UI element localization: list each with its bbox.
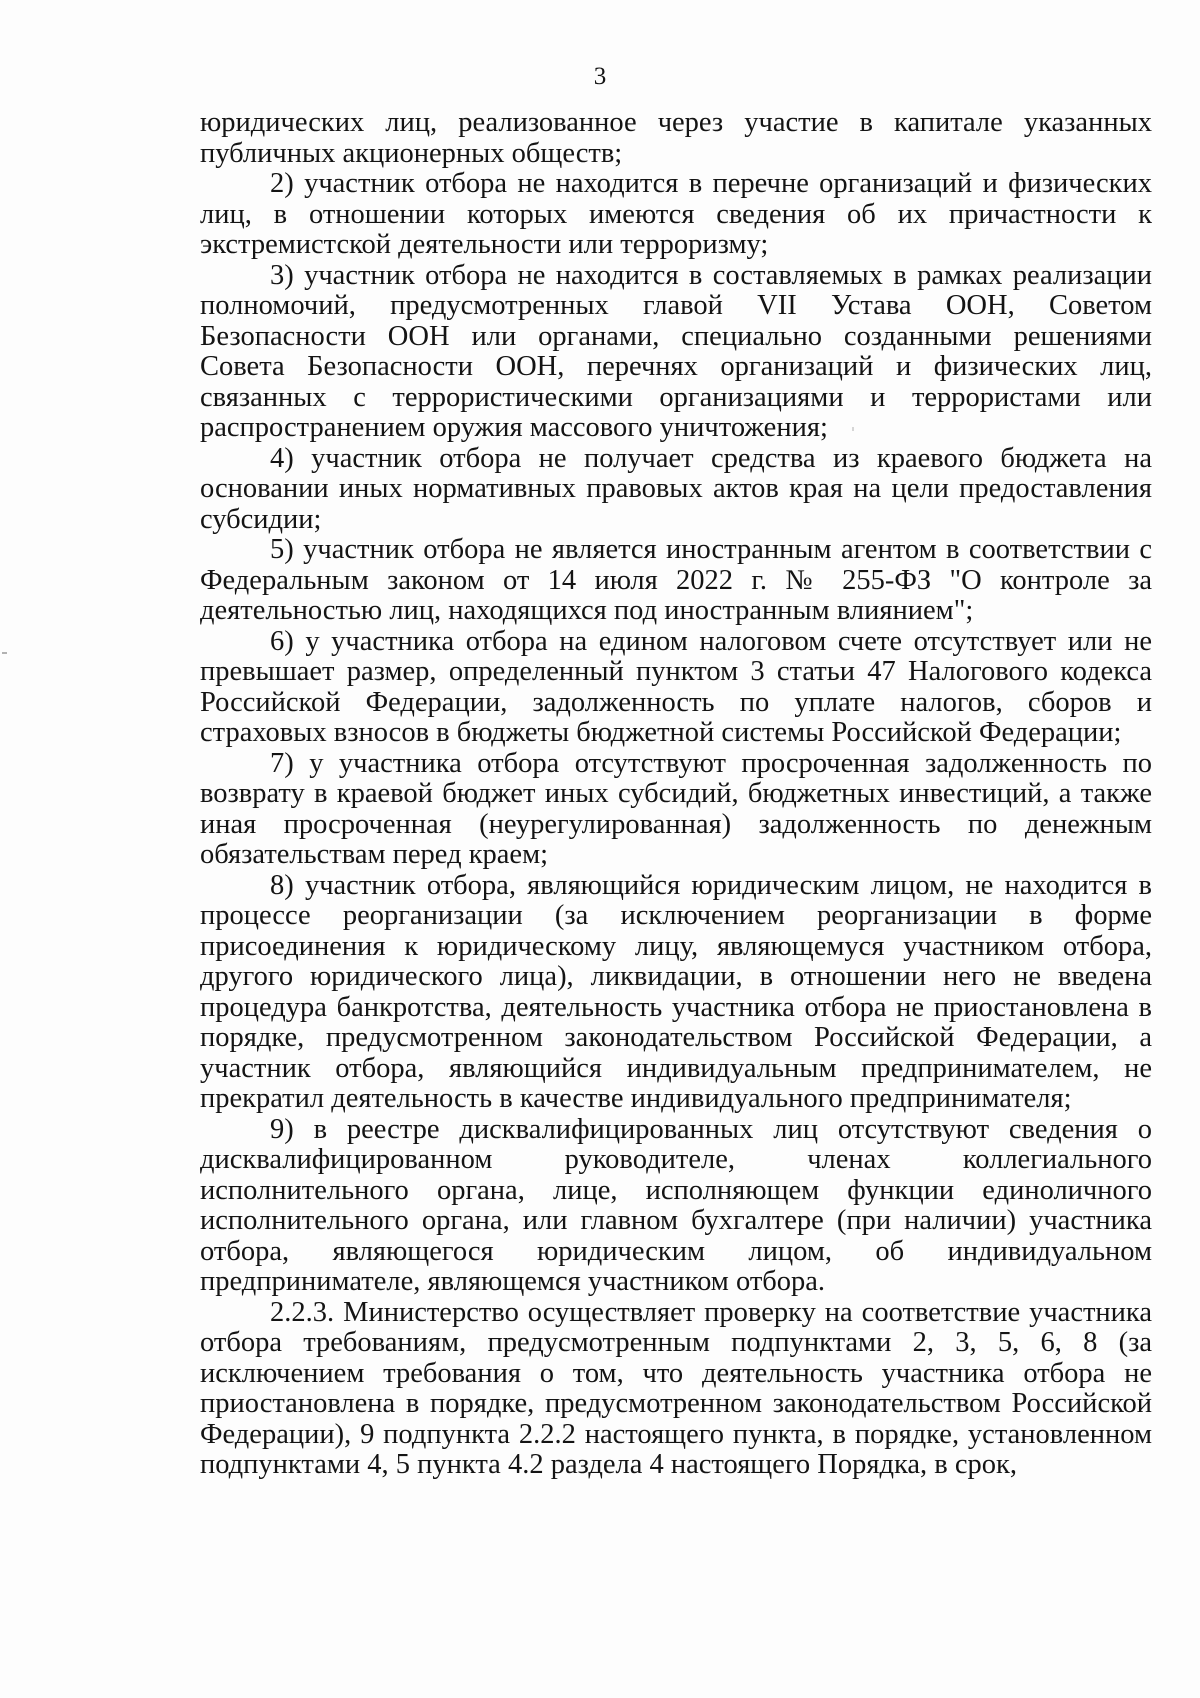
paragraph-item-3: 3) участник отбора не находится в составляемых в рамках реализации полномочий, предусмотренных главой VII Устава ООН, Советом Безопасности ООН или органами, специально созданными решениями Совета Безопасности ООН, перечнях организаций и физических лиц, связанных с террористическими организациями и террористами или распространением оружия массового уничтожения; bbox=[200, 259, 1152, 443]
paragraph-item-6: 6) у участника отбора на едином налоговом счете отсутствует или не превышает размер, определенный пунктом 3 статьи 47 Налогового кодекса Российской Федерации, задолженность по уплате налогов, сборов и страховых взносов в бюджеты бюджетной системы Российской Федерации; bbox=[200, 625, 1152, 748]
paragraph-item-7: 7) у участника отбора отсутствуют просроченная задолженность по возврату в краевой бюджет иных субсидий, бюджетных инвестиций, а также иная просроченная (неурегулированная) задолженность по денежным обязательствам перед краем; bbox=[200, 747, 1152, 870]
document-body bbox=[200, 108, 1152, 1481]
paragraph-item-8: 8) участник отбора, являющийся юридическим лицом, не находится в процессе реорганизации (за исключением реорганизации в форме присоединения к юридическому лицу, являющемуся участником отбора, другого юридического лица), ликвидации, в отношении него не введена процедура банкротства, деятельность участника отбора не приостановлена в порядке, предусмотренном законодательством Российской Федерации, а участник отбора, являющийся индивидуальным предпринимателем, не прекратил деятельность в качестве индивидуального предпринимателя; bbox=[200, 869, 1152, 1114]
paragraph-item-9: 9) в реестре дисквалифицированных лиц отсутствуют сведения о дисквалифицированном руководителе, членах коллегиального исполнительного органа, лице, исполняющем функции единоличного исполнительного органа, или главном бухгалтере (при наличии) участника отбора, являющегося юридическим лицом, об индивидуальном предпринимателе, являющемся участником отбора. bbox=[200, 1113, 1152, 1297]
paragraph-clause-2-2-3: 2.2.3. Министерство осуществляет проверку на соответствие участника отбора требованиям, предусмотренным подпунктами 2, 3, 5, 6, 8 (за исключением требования о том, что деятельность участника отбора не приостановлена в порядке, предусмотренном законодательством Российской Федерации), 9 подпункта 2.2.2 настоящего пункта, в порядке, установленном подпунктами 4, 5 пункта 4.2 раздела 4 настоящего Порядка, в срок, bbox=[200, 1296, 1152, 1480]
paragraph-continuation: юридических лиц, реализованное через участие в капитале указанных публичных акционерных обществ; bbox=[200, 107, 1152, 169]
paragraph-item-2: 2) участник отбора не находится в перечне организаций и физических лиц, в отношении которых имеются сведения об их причастности к экстремистской деятельности или терроризму; bbox=[200, 168, 1152, 260]
page-number: 3 bbox=[593, 63, 607, 90]
paragraph-item-4: 4) участник отбора не получает средства из краевого бюджета на основании иных нормативных правовых актов края на цели предоставления субсидии; bbox=[200, 442, 1152, 535]
paragraph-item-5: 5) участник отбора не является иностранным агентом в соответствии с Федеральным законом от 14 июля 2022 г. № 255-ФЗ "О контроле за деятельностью лиц, находящихся под иностранным влиянием"; bbox=[200, 534, 1152, 626]
